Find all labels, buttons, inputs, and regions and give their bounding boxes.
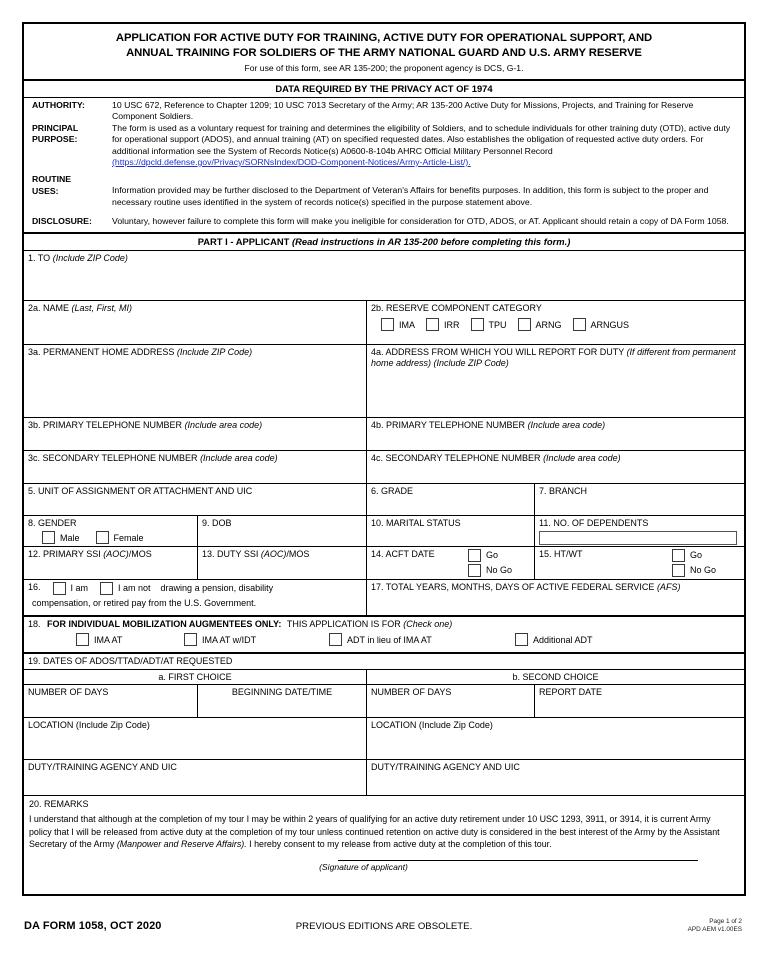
part-1-instruction: (Read instructions in AR 135-200 before completing this form.)	[291, 235, 571, 247]
field-16-text-part1: drawing a pension, disability	[160, 583, 274, 594]
rcc-label-ima: IMA	[399, 319, 416, 330]
acft-go-nogo-group	[468, 549, 530, 577]
rcc-label-arngus: ARNGUS	[590, 319, 630, 330]
checkbox-arngus[interactable]	[573, 318, 586, 331]
ima-option-ima-at[interactable]	[76, 633, 184, 646]
field-3b-primary-telephone[interactable]	[24, 418, 367, 451]
row-locations	[24, 718, 744, 760]
checkbox-female[interactable]	[96, 531, 109, 544]
pension-label-i-am: I am	[70, 583, 89, 594]
field-1-to[interactable]	[24, 251, 744, 301]
field-9-label: 9. DOB	[202, 517, 232, 528]
field-10-label: 10. MARITAL STATUS	[371, 517, 461, 528]
field-3c-label: 3c. SECONDARY TELEPHONE NUMBER	[28, 452, 198, 463]
row-field-20	[24, 796, 744, 894]
gender-option-female[interactable]	[96, 531, 144, 544]
part-1-banner	[24, 232, 744, 251]
page-title-line2: ANNUAL TRAINING FOR SOLDIERS OF THE ARMY NATIONAL GUARD AND U.S. ARMY RESERVE	[126, 46, 642, 59]
signature-caption: (Signature of applicant)	[319, 862, 408, 873]
field-16-text-part2: compensation, or retired pay from the U.S. Government.	[32, 597, 257, 608]
remarks-text-part1: I understand that although at the completion of my tour I may be within 2 years of qualifying for an active duty retirement under 10 USC 1293, 3911, or 3914, it is current Army policy that I will be released from active duty at the completion of my tour unless continued retention on active duty is considered in the best interest of the Army by the Assistant Secretary of the Army	[29, 814, 720, 849]
ima-label-ima-at-widt: IMA AT w/IDT	[202, 634, 257, 645]
checkbox-ima-at-widt[interactable]	[184, 633, 197, 646]
htwt-option-no-go[interactable]	[672, 564, 716, 577]
gender-label-male: Male	[60, 532, 80, 543]
checkbox-htwt-go[interactable]	[672, 549, 685, 562]
checkbox-ima-at[interactable]	[76, 633, 89, 646]
field-7-branch[interactable]	[535, 484, 744, 516]
field-20-label: 20. REMARKS	[29, 798, 89, 809]
apd-version: APD AEM v1.00ES	[687, 926, 742, 934]
field-4a-report-address[interactable]	[367, 345, 744, 418]
field-1-label: 1. TO	[28, 252, 51, 263]
principal-purpose-body	[112, 123, 736, 169]
first-choice-location[interactable]	[24, 718, 367, 760]
checkbox-male[interactable]	[42, 531, 55, 544]
ima-label-additional-adt: Additional ADT	[533, 634, 593, 645]
field-3a-label: 3a. PERMANENT HOME ADDRESS	[28, 346, 175, 357]
routine-uses-row	[32, 174, 736, 208]
first-choice-number-of-days[interactable]	[24, 685, 198, 718]
field-5-label: 5. UNIT OF ASSIGNMENT OR ATTACHMENT AND UIC	[28, 485, 253, 496]
second-choice-report-label: REPORT DATE	[539, 686, 603, 697]
routine-uses-label-line1: ROUTINE	[32, 174, 72, 185]
field-17-label: 17. TOTAL YEARS, MONTHS, DAYS OF ACTIVE FEDERAL SERVICE	[371, 581, 655, 592]
checkbox-acft-no-go[interactable]	[468, 564, 481, 577]
field-8-label: 8. GENDER	[28, 517, 77, 528]
gender-option-male[interactable]	[42, 531, 80, 544]
field-18-hint: (Check one)	[403, 618, 453, 629]
row-field-5-6-7	[24, 484, 744, 516]
form-title-block	[24, 24, 744, 79]
field-4b-primary-telephone[interactable]	[367, 418, 744, 451]
ima-label-ima-at: IMA AT	[94, 634, 123, 645]
field-13-hint: (AOC)	[260, 548, 287, 559]
field-20-body	[29, 810, 738, 850]
remarks-text-part2: I hereby consent to my release from active duty at the completion of this tour.	[249, 838, 552, 849]
field-1-hint: (Include ZIP Code)	[52, 252, 128, 263]
field-12-hint: (AOC)	[103, 548, 129, 559]
field-13-label: 13. DUTY SSI	[202, 548, 259, 559]
field-18-text: THIS APPLICATION IS FOR	[286, 618, 401, 629]
row-field-2	[24, 301, 744, 345]
row-field-18	[24, 616, 744, 654]
disclosure-label: DISCLOSURE:	[32, 216, 92, 227]
privacy-act-banner: DATA REQUIRED BY THE PRIVACY ACT OF 1974	[24, 79, 744, 98]
footer-right-block	[688, 918, 742, 934]
form-id: DA FORM 1058, OCT 2020	[24, 920, 162, 932]
acft-option-no-go[interactable]	[468, 564, 512, 577]
row-field-3b-4b	[24, 418, 744, 451]
field-4b-label: 4b. PRIMARY TELEPHONE NUMBER	[371, 419, 526, 430]
principal-purpose-label-line2: PURPOSE:	[32, 134, 78, 145]
dependents-input[interactable]	[539, 531, 737, 545]
ima-label-adt-in-lieu: ADT in lieu of IMA AT	[347, 634, 432, 645]
field-19-dates-requested	[24, 654, 744, 670]
second-choice-duty-label: DUTY/TRAINING AGENCY AND UIC	[371, 761, 520, 772]
authority-row	[32, 100, 736, 123]
field-2a-hint: (Last, First, MI)	[71, 302, 133, 313]
checkbox-additional-adt[interactable]	[515, 633, 528, 646]
field-2b-label: 2b. RESERVE COMPONENT CATEGORY	[371, 302, 542, 313]
field-4b-hint: (Include area code)	[527, 419, 606, 430]
field-12-tail: /MOS	[128, 548, 152, 559]
field-18-ima-only	[24, 616, 744, 654]
first-choice-location-label: LOCATION (Include Zip Code)	[28, 719, 150, 730]
disclosure-text: Voluntary, however failure to complete this form will make you ineligible for consideration for OTD, ADOS, or AT. Applicant should retain a copy of DA Form 1058.	[112, 216, 729, 227]
field-13-duty-ssi[interactable]	[198, 547, 367, 580]
field-19-label: 19. DATES OF ADOS/TTAD/ADT/AT REQUESTED	[28, 655, 233, 666]
principal-purpose-label	[32, 123, 112, 146]
field-15-ht-wt	[535, 547, 744, 580]
previous-editions-note: PREVIOUS EDITIONS ARE OBSOLETE.	[295, 921, 473, 932]
sorn-link[interactable]: (https://dpcld.defense.gov/Privacy/SORNsIndex/DOD-Component-Notices/Army-Article-List/).	[112, 157, 471, 168]
rcc-checkbox-group	[371, 318, 740, 331]
pension-label-i-am-not: I am not	[118, 583, 151, 594]
row-field-16-17	[24, 580, 744, 616]
first-choice-begin-label: BEGINNING DATE/TIME	[231, 686, 333, 697]
field-2a-name[interactable]	[24, 301, 367, 345]
field-8-gender	[24, 516, 198, 547]
authority-label: AUTHORITY:	[32, 100, 85, 110]
row-field-12-15	[24, 547, 744, 580]
checkbox-irr[interactable]	[426, 318, 439, 331]
field-4a-hint1: (If	[626, 346, 635, 357]
rcc-option-tpu[interactable]	[471, 318, 507, 331]
acft-option-go[interactable]	[468, 549, 512, 562]
row-field-1	[24, 251, 744, 301]
rcc-option-arng[interactable]	[518, 318, 562, 331]
field-3a-permanent-home-address[interactable]	[24, 345, 367, 418]
field-13-tail: /MOS	[286, 548, 310, 559]
htwt-label-go: Go	[689, 550, 702, 561]
checkbox-ima[interactable]	[381, 318, 394, 331]
checkbox-htwt-no-go[interactable]	[672, 564, 685, 577]
acft-label-no-go: No Go	[485, 565, 512, 576]
row-field-19-header	[24, 654, 744, 670]
field-18-number: 18.	[28, 618, 41, 629]
field-3c-secondary-telephone[interactable]	[24, 451, 367, 484]
page-number: Page 1 of 2	[709, 918, 742, 925]
first-choice-beginning-date-time[interactable]	[198, 685, 367, 718]
form-footer	[22, 918, 746, 948]
second-choice-days-label: NUMBER OF DAYS	[371, 686, 452, 697]
field-6-grade[interactable]	[367, 484, 535, 516]
field-5-unit-of-assignment[interactable]	[24, 484, 367, 516]
field-4a-hint2: different from permanent home address) (Include ZIP Code)	[371, 346, 736, 368]
second-choice-report-date[interactable]	[535, 685, 744, 718]
htwt-go-nogo-group	[672, 549, 740, 577]
htwt-label-no-go: No Go	[689, 565, 716, 576]
field-3c-hint: (Include area code)	[200, 452, 278, 463]
field-16-number: 16.	[28, 582, 41, 593]
second-choice-duty-agency[interactable]	[367, 760, 744, 796]
field-9-dob[interactable]	[198, 516, 367, 547]
row-field-3c-4c	[24, 451, 744, 484]
pension-option-i-am-not[interactable]	[100, 582, 151, 595]
checkbox-i-am-not[interactable]	[100, 582, 113, 595]
principal-purpose-label-line1: PRINCIPAL	[32, 122, 79, 133]
field-14-acft-date	[367, 547, 535, 580]
field-4c-secondary-telephone[interactable]	[367, 451, 744, 484]
field-16-pension-statement	[24, 580, 367, 616]
field-4a-label: 4a. ADDRESS FROM WHICH YOU WILL REPORT FOR DUTY	[371, 346, 625, 357]
remarks-text-italic: (Manpower and Reserve Affairs).	[116, 838, 247, 849]
field-15-label: 15. HT/WT	[539, 548, 583, 559]
field-17-total-afs[interactable]	[367, 580, 744, 616]
field-20-remarks[interactable]	[24, 796, 744, 894]
rcc-label-arng: ARNG	[535, 319, 562, 330]
ima-option-adt-in-lieu[interactable]	[329, 633, 515, 646]
routine-uses-label-line2: USES:	[32, 185, 59, 196]
field-18-bold-label: FOR INDIVIDUAL MOBILIZATION AUGMENTEES ONLY:	[47, 618, 282, 629]
field-7-label: 7. BRANCH	[539, 485, 588, 496]
acft-label-go: Go	[485, 550, 498, 561]
checkbox-i-am[interactable]	[53, 582, 66, 595]
checkbox-tpu[interactable]	[471, 318, 484, 331]
ima-option-ima-at-widt[interactable]	[184, 633, 329, 646]
row-duty-agency	[24, 760, 744, 796]
field-19b-label: b. SECOND CHOICE	[512, 671, 599, 682]
field-14-label: 14. ACFT DATE	[371, 548, 435, 559]
first-choice-days-label: NUMBER OF DAYS	[28, 686, 109, 697]
row-days-dates	[24, 685, 744, 718]
field-3a-hint: (Include ZIP Code)	[176, 346, 253, 357]
field-2a-label: 2a. NAME	[28, 302, 70, 313]
privacy-act-section	[24, 98, 744, 232]
gender-label-female: Female	[113, 532, 144, 543]
first-choice-duty-label: DUTY/TRAINING AGENCY AND UIC	[28, 761, 177, 772]
gender-checkbox-group	[28, 531, 193, 544]
field-4c-label: 4c. SECONDARY TELEPHONE NUMBER	[371, 452, 541, 463]
row-field-3a-4a	[24, 345, 744, 418]
rcc-option-irr[interactable]	[426, 318, 460, 331]
checkbox-acft-go[interactable]	[468, 549, 481, 562]
principal-purpose-row	[32, 123, 736, 169]
field-3b-hint: (Include area code)	[184, 419, 263, 430]
field-11-no-of-dependents	[535, 516, 744, 547]
disclosure-row	[32, 216, 736, 227]
rcc-label-tpu: TPU	[488, 319, 507, 330]
field-19b-second-choice	[367, 670, 744, 685]
field-19a-label: a. FIRST CHOICE	[158, 671, 232, 682]
second-choice-location[interactable]	[367, 718, 744, 760]
page-subtitle: For use of this form, see AR 135-200; the proponent agency is DCS, G-1.	[244, 63, 524, 73]
field-3b-label: 3b. PRIMARY TELEPHONE NUMBER	[28, 419, 183, 430]
rcc-label-irr: IRR	[444, 319, 460, 330]
ima-option-additional-adt[interactable]	[515, 633, 593, 646]
checkbox-adt-in-lieu[interactable]	[329, 633, 342, 646]
row-field-19-choices	[24, 670, 744, 685]
field-17-hint: (AFS)	[656, 581, 681, 592]
first-choice-duty-agency[interactable]	[24, 760, 367, 796]
routine-uses-label	[32, 174, 112, 197]
signature-line[interactable]	[338, 860, 698, 861]
second-choice-number-of-days[interactable]	[367, 685, 535, 718]
principal-purpose-text: The form is used as a voluntary request for training and determines the eligibility of Soldiers, and to schedule individuals for other training duty (OTD), active duty for operational support (ADOS), and annual training (AT) on specified requested dates. Also establishes the obligation of requested active duty orders. For additional information see the System of Records Notice(s) A0600-8-104b AHRC Official Military Personnel Record	[112, 122, 731, 156]
routine-uses-text: Information provided may be further disclosed to the Department of Veteran's Affairs for benefits purposes. In addition, this form is subject to the proper and necessary routine uses identified in the system of records notice(s) specified in the purpose statement above.	[112, 185, 709, 207]
part-1-title: PART I - APPLICANT	[197, 235, 290, 247]
ima-checkbox-group	[28, 633, 740, 646]
field-19a-first-choice	[24, 670, 367, 685]
authority-text: 10 USC 672, Reference to Chapter 1209; 10 USC 7013 Secretary of the Army; AR 135-200 Active Duty for Missions, Projects, and Training for Reserve Component Soldiers.	[112, 100, 694, 122]
field-12-primary-ssi[interactable]	[24, 547, 198, 580]
field-12-label: 12. PRIMARY SSI	[28, 548, 101, 559]
form-body	[22, 22, 746, 896]
pension-option-i-am[interactable]	[53, 582, 89, 595]
page-title-line1: APPLICATION FOR ACTIVE DUTY FOR TRAINING, ACTIVE DUTY FOR OPERATIONAL SUPPORT, AND	[115, 32, 653, 44]
field-10-marital-status[interactable]	[367, 516, 535, 547]
htwt-option-go[interactable]	[672, 549, 716, 562]
checkbox-arng[interactable]	[518, 318, 531, 331]
field-6-label: 6. GRADE	[371, 485, 414, 496]
second-choice-location-label: LOCATION (Include Zip Code)	[371, 719, 493, 730]
rcc-option-ima[interactable]	[381, 318, 415, 331]
field-11-label: 11. NO. OF DEPENDENTS	[539, 517, 649, 528]
field-4c-hint: (Include area code)	[543, 452, 621, 463]
field-2b-reserve-component-category	[367, 301, 744, 345]
row-field-8-11	[24, 516, 744, 547]
rcc-option-arngus[interactable]	[573, 318, 630, 331]
